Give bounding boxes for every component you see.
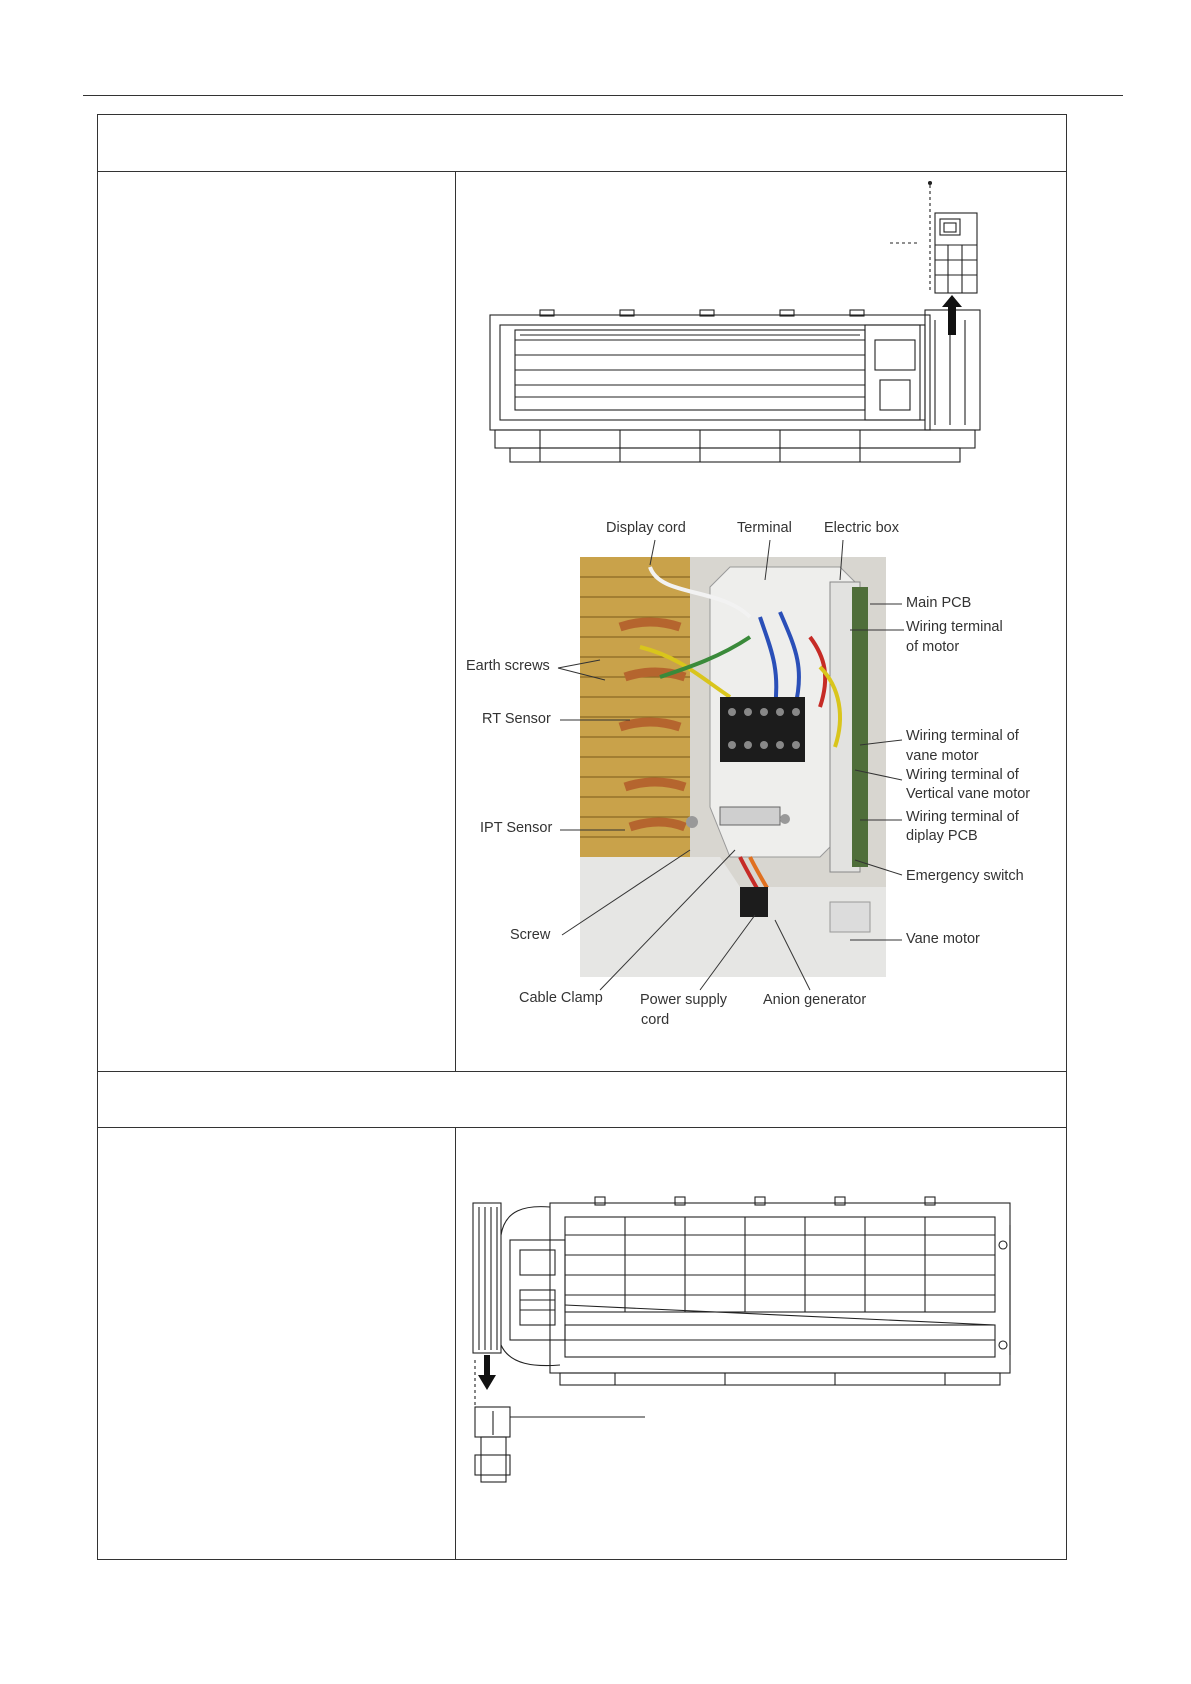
label-power-supply-2: cord: [641, 1012, 670, 1028]
label-screw: Screw: [510, 927, 551, 943]
label-wiring-terminal-display-1: Wiring terminal of: [906, 809, 1019, 825]
label-display-cord: Display cord: [606, 520, 686, 536]
label-vane-motor: Vane motor: [906, 931, 980, 947]
label-wiring-terminal-motor-2: of motor: [906, 639, 960, 655]
label-wiring-terminal-vertical-1: Wiring terminal of: [906, 767, 1019, 783]
label-wiring-terminal-vane-2: vane motor: [906, 748, 979, 764]
label-main-pcb: Main PCB: [906, 595, 972, 611]
label-electric-box: Electric box: [824, 520, 899, 536]
label-wiring-terminal-vertical-2: Vertical vane motor: [906, 786, 1031, 802]
label-earth-screws: Earth screws: [466, 658, 550, 674]
pull-down-arrow-icon: [478, 1355, 496, 1390]
label-emergency-switch: Emergency switch: [906, 868, 1024, 884]
indoor-unit-side-removal-drawing: [465, 1195, 1025, 1495]
label-wiring-terminal-vane-1: Wiring terminal of: [906, 728, 1019, 744]
label-cable-clamp: Cable Clamp: [519, 990, 603, 1006]
label-wiring-terminal-display-2: diplay PCB: [906, 828, 978, 844]
label-power-supply-1: Power supply: [640, 992, 728, 1008]
label-rt-sensor: RT Sensor: [482, 711, 551, 727]
label-anion-generator: Anion generator: [763, 992, 867, 1008]
label-terminal: Terminal: [737, 520, 792, 536]
label-wiring-terminal-motor-1: Wiring terminal: [906, 619, 1003, 635]
label-ipt-sensor: IPT Sensor: [480, 820, 553, 836]
